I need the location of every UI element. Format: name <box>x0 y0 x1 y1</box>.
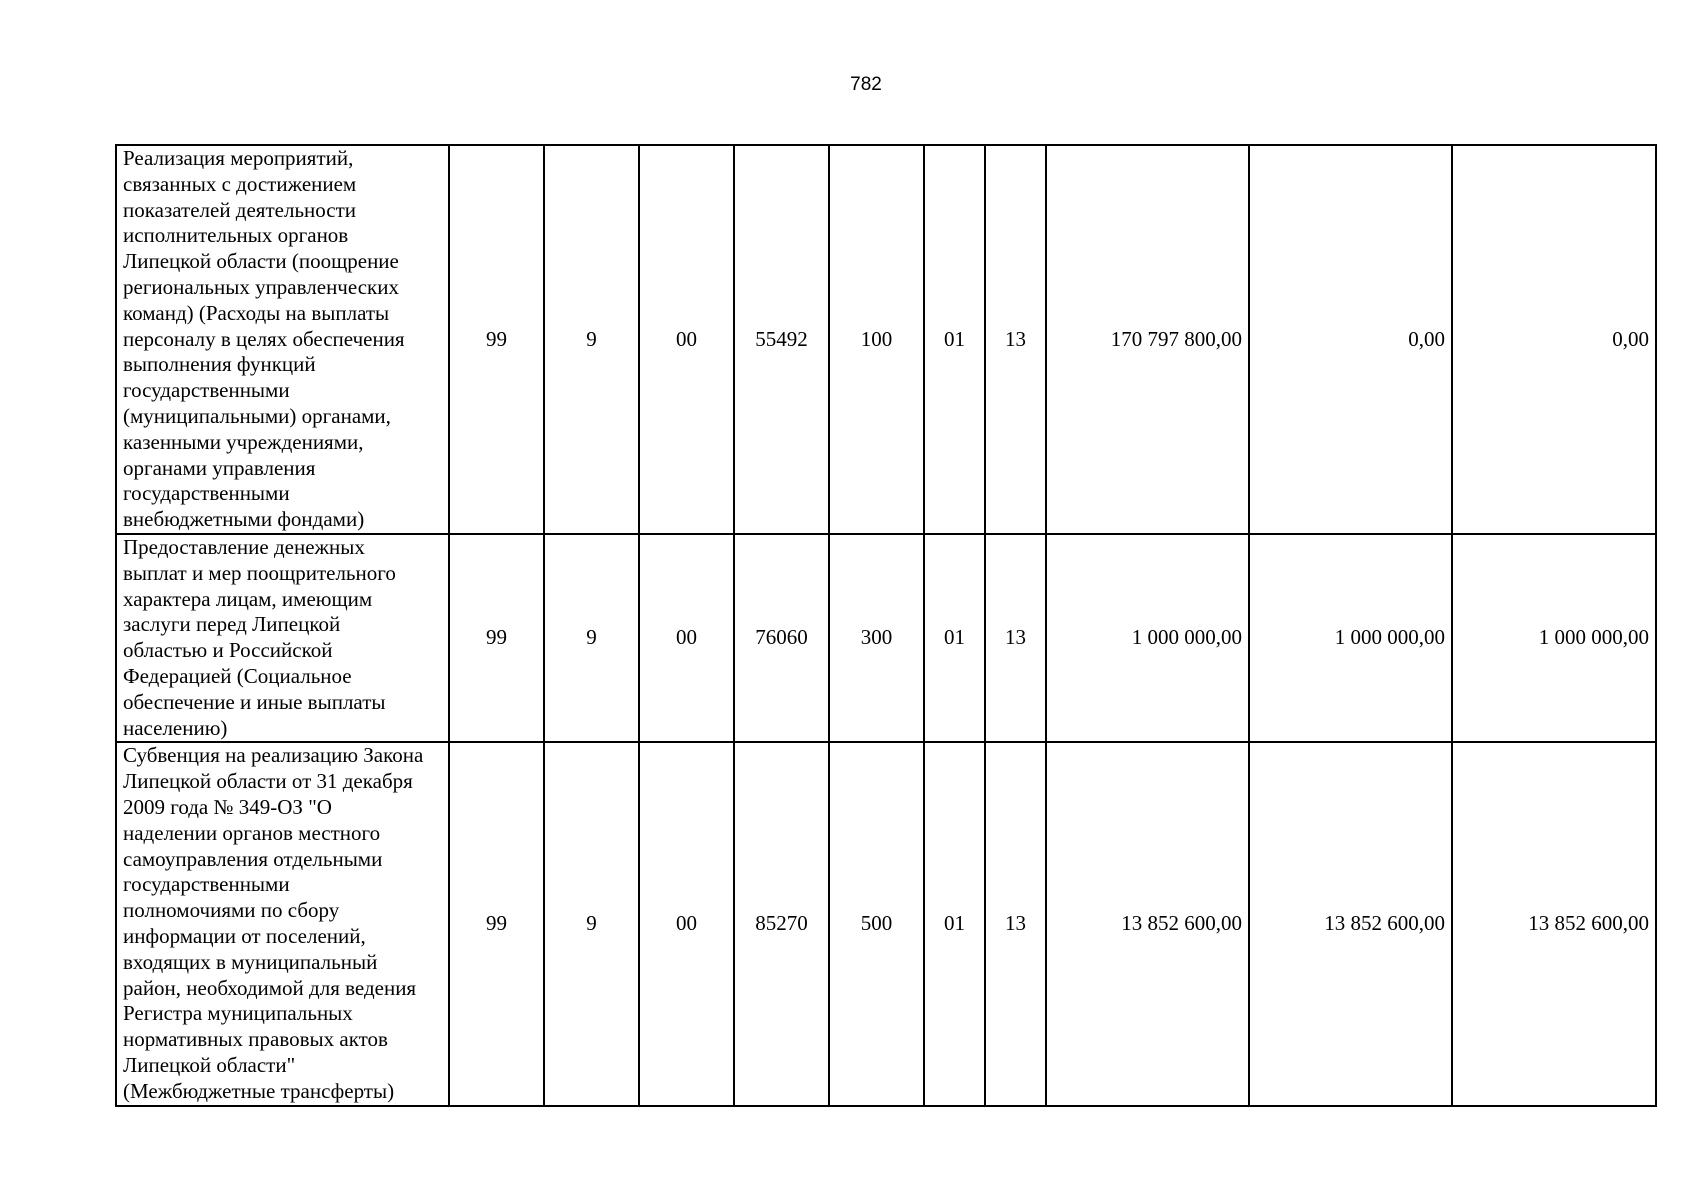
description-line: Регистра муниципальных <box>123 1001 353 1026</box>
code-cell: 99 <box>449 534 544 742</box>
description-line: исполнительных органов <box>123 223 349 248</box>
description-line: Субвенция на реализацию Закона <box>123 743 424 768</box>
description-line: наделении органов местного <box>123 820 381 845</box>
amount-cell: 13 852 600,00 <box>1046 742 1249 1105</box>
code-cell: 76060 <box>734 534 829 742</box>
code-cell: 9 <box>544 534 639 742</box>
code-cell: 55492 <box>734 145 829 534</box>
amount-cell: 0,00 <box>1452 145 1656 534</box>
description-line: государственными <box>123 872 290 897</box>
description-line: самоуправления отдельными <box>123 846 383 871</box>
code-cell: 85270 <box>734 742 829 1105</box>
description-line: региональных управленческих <box>123 275 399 299</box>
description-line: населению) <box>123 715 228 740</box>
description-line: связанных с достижением <box>123 171 357 196</box>
description-line: нормативных правовых актов <box>123 1027 388 1052</box>
description-line: заслуги перед Липецкой <box>123 612 341 637</box>
table-row <box>116 534 1656 742</box>
description-line: выплат и мер поощрительного <box>123 560 396 585</box>
description-line: характера лицам, имеющим <box>123 586 373 611</box>
description-line: Предоставление денежных <box>123 535 365 559</box>
code-cell: 500 <box>829 742 924 1105</box>
description-line: (муниципальными) органами, <box>123 403 391 428</box>
code-cell: 99 <box>449 145 544 534</box>
description-line: обеспечение и иные выплаты <box>123 689 386 714</box>
description-line: казенными учреждениями, <box>123 429 364 454</box>
code-cell: 300 <box>829 534 924 742</box>
description-line: полномочиями по сбору <box>123 898 340 923</box>
description-line: показателей деятельности <box>123 197 357 222</box>
amount-cell: 0,00 <box>1249 145 1452 534</box>
table-row <box>116 145 1656 534</box>
code-cell: 9 <box>544 145 639 534</box>
description-line: Федерацией (Социальное <box>123 663 352 688</box>
amount-cell: 1 000 000,00 <box>1046 534 1249 742</box>
description-line: Липецкой области от 31 декабря <box>123 769 413 794</box>
description-line: государственными <box>123 481 290 506</box>
description-line: Липецкой области (поощрение <box>123 249 399 274</box>
code-cell: 00 <box>639 534 734 742</box>
row-description <box>116 145 449 534</box>
row-description <box>116 742 449 1105</box>
description-line: Реализация мероприятий, <box>123 146 354 171</box>
description-line: государственными <box>123 378 290 403</box>
description-line: 2009 года № 349-ОЗ "О <box>123 794 332 819</box>
amount-cell: 1 000 000,00 <box>1452 534 1656 742</box>
row-description <box>116 534 449 742</box>
description-line: областью и Российской <box>123 638 333 663</box>
amount-cell: 1 000 000,00 <box>1249 534 1452 742</box>
description-line: команд) (Расходы на выплаты <box>123 300 390 325</box>
amount-cell: 170 797 800,00 <box>1046 145 1249 534</box>
code-cell: 9 <box>544 742 639 1105</box>
code-cell: 01 <box>924 534 985 742</box>
code-cell: 13 <box>985 534 1046 742</box>
budget-table <box>115 144 1657 1107</box>
page-number: 782 <box>850 74 882 95</box>
code-cell: 01 <box>924 145 985 534</box>
description-line: район, необходимой для ведения <box>123 975 417 1000</box>
code-cell: 13 <box>985 145 1046 534</box>
code-cell: 100 <box>829 145 924 534</box>
amount-cell: 13 852 600,00 <box>1249 742 1452 1105</box>
code-cell: 00 <box>639 742 734 1105</box>
code-cell: 13 <box>985 742 1046 1105</box>
description-line: (Межбюджетные трансферты) <box>123 1078 395 1103</box>
description-line: входящих в муниципальный <box>123 949 378 974</box>
code-cell: 99 <box>449 742 544 1105</box>
description-line: Липецкой области" <box>123 1052 296 1077</box>
description-line: персоналу в целях обеспечения <box>123 326 405 351</box>
description-line: органами управления <box>123 455 316 480</box>
amount-cell: 13 852 600,00 <box>1452 742 1656 1105</box>
description-line: информации от поселений, <box>123 923 366 948</box>
description-line: выполнения функций <box>123 352 316 377</box>
code-cell: 00 <box>639 145 734 534</box>
code-cell: 01 <box>924 742 985 1105</box>
table-row <box>116 742 1656 1105</box>
description-line: внебюджетными фондами) <box>123 507 365 532</box>
